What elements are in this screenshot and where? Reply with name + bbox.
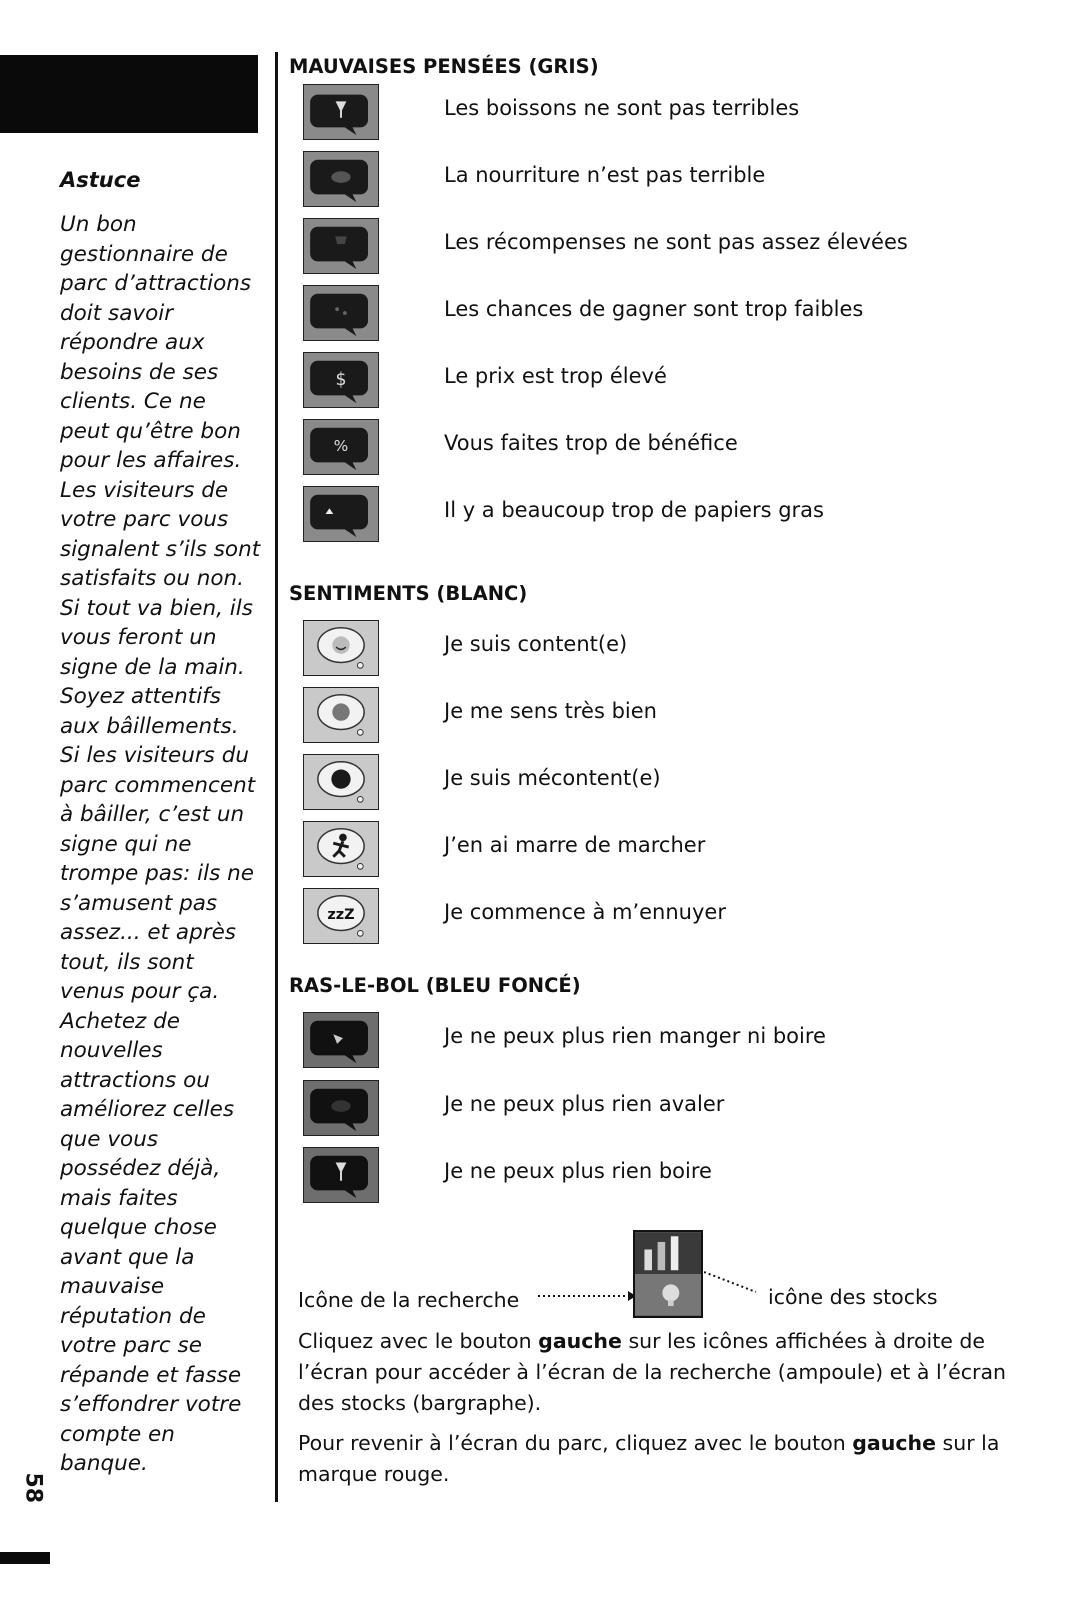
research-icon-label: Icône de la recherche: [298, 1288, 520, 1312]
dotted-leader-left: [538, 1290, 638, 1302]
item-label: Je me sens très bien: [444, 699, 657, 723]
prize-thought-icon: [303, 218, 379, 274]
item-label: Vous faites trop de bénéfice: [444, 431, 738, 455]
section-heading-bad-thoughts: MAUVAISES PENSÉES (GRIS): [289, 55, 599, 78]
unhappy-face-icon: [303, 754, 379, 810]
tired-walker-icon: [303, 821, 379, 877]
tip-sidebar: [60, 168, 265, 1479]
list-item: [303, 419, 943, 479]
item-label: J’en ai marre de marcher: [444, 833, 706, 857]
list-item: [303, 687, 943, 747]
list-item: [303, 821, 943, 881]
neutral-face-icon: [303, 687, 379, 743]
item-label: Je ne peux plus rien boire: [444, 1159, 712, 1183]
svg-text:$: $: [335, 369, 347, 390]
item-label: Je suis mécontent(e): [444, 766, 661, 790]
column-divider: [275, 52, 278, 1502]
research-stock-icons[interactable]: [633, 1230, 703, 1318]
svg-text:zzZ: zzZ: [327, 906, 355, 923]
light-bulb-icon: [662, 1284, 679, 1301]
list-item: [303, 486, 943, 546]
happy-face-icon: [303, 620, 379, 676]
list-item: [303, 84, 943, 144]
full-eat-icon: [303, 1080, 379, 1136]
item-label: Les récompenses ne sont pas assez élevées: [444, 230, 908, 254]
list-item: [303, 218, 943, 278]
percent-thought-icon: [303, 419, 379, 475]
tip-text: Un bon gestionnaire de parc d’attractions doit savoir répondre aux besoins de ses clients. Ce ne peut qu’être bon pour les affaires. Les visiteurs de votre parc vous signalent s’ils sont satisfaits ou non. Si tout va bien, ils vous feront un signe de la main. Soyez attentifs aux bâillements. Si les visiteurs du parc commencent à bâiller, c’est un signe qui ne trompe pas: ils ne s’amusent pas assez... et après tout, ils sont venus pour ça. Achetez de nouvelles attractions ou améliorez celles que vous possédez déjà, mais faites quelque chose avant que la mauvaise réputation de votre parc se répande et fasse s’effondrer votre compte en banque.: [60, 212, 261, 1476]
bar-chart-icon: [644, 1249, 652, 1270]
item-label: La nourriture n’est pas terrible: [444, 163, 766, 187]
list-item: [303, 888, 943, 948]
svg-text:%: %: [333, 436, 349, 455]
drink-thought-icon: [303, 84, 379, 140]
instruction-paragraph-1: Cliquez avec le bouton gauche sur les icônes affichées à droite de l’écran pour accéder à l’écran de la recherche (ampoule) et à l’écran des stocks (bargraphe).: [298, 1329, 1007, 1415]
list-item: [303, 352, 943, 412]
list-item: [303, 1012, 943, 1072]
list-item: [303, 754, 943, 814]
item-label: Je ne peux plus rien avaler: [444, 1092, 725, 1116]
full-drink-icon: [303, 1147, 379, 1203]
item-label: Le prix est trop élevé: [444, 364, 667, 388]
item-label: Je suis content(e): [444, 632, 628, 656]
page-number: 58: [20, 1472, 46, 1504]
list-item: [303, 285, 943, 345]
item-label: Les chances de gagner sont trop faibles: [444, 297, 864, 321]
section-heading-feelings: SENTIMENTS (BLANC): [289, 582, 528, 605]
list-item: [303, 1147, 943, 1207]
tip-title: Astuce: [60, 168, 141, 192]
header-black-band: [0, 55, 258, 133]
footer-black-bar: [0, 1552, 50, 1564]
item-label: Je commence à m’ennuyer: [444, 900, 726, 924]
full-eat-drink-icon: [303, 1012, 379, 1068]
odds-thought-icon: [303, 285, 379, 341]
list-item: [303, 151, 943, 211]
instruction-paragraph-2: Pour revenir à l’écran du parc, cliquez avec le bouton gauche sur la marque rouge.: [298, 1431, 1000, 1486]
dollar-thought-icon: [303, 352, 379, 408]
section-heading-fed-up: RAS-LE-BOL (BLEU FONCÉ): [289, 974, 581, 997]
item-label: Je ne peux plus rien manger ni boire: [444, 1024, 826, 1048]
dotted-leader-right: [704, 1270, 760, 1296]
litter-thought-icon: [303, 486, 379, 542]
item-label: Les boissons ne sont pas terribles: [444, 96, 800, 120]
zzz-bored-icon: [303, 888, 379, 944]
list-item: [303, 620, 943, 680]
item-label: Il y a beaucoup trop de papiers gras: [444, 498, 824, 522]
food-thought-icon: [303, 151, 379, 207]
list-item: [303, 1080, 943, 1140]
stock-icon-label: icône des stocks: [768, 1285, 938, 1309]
